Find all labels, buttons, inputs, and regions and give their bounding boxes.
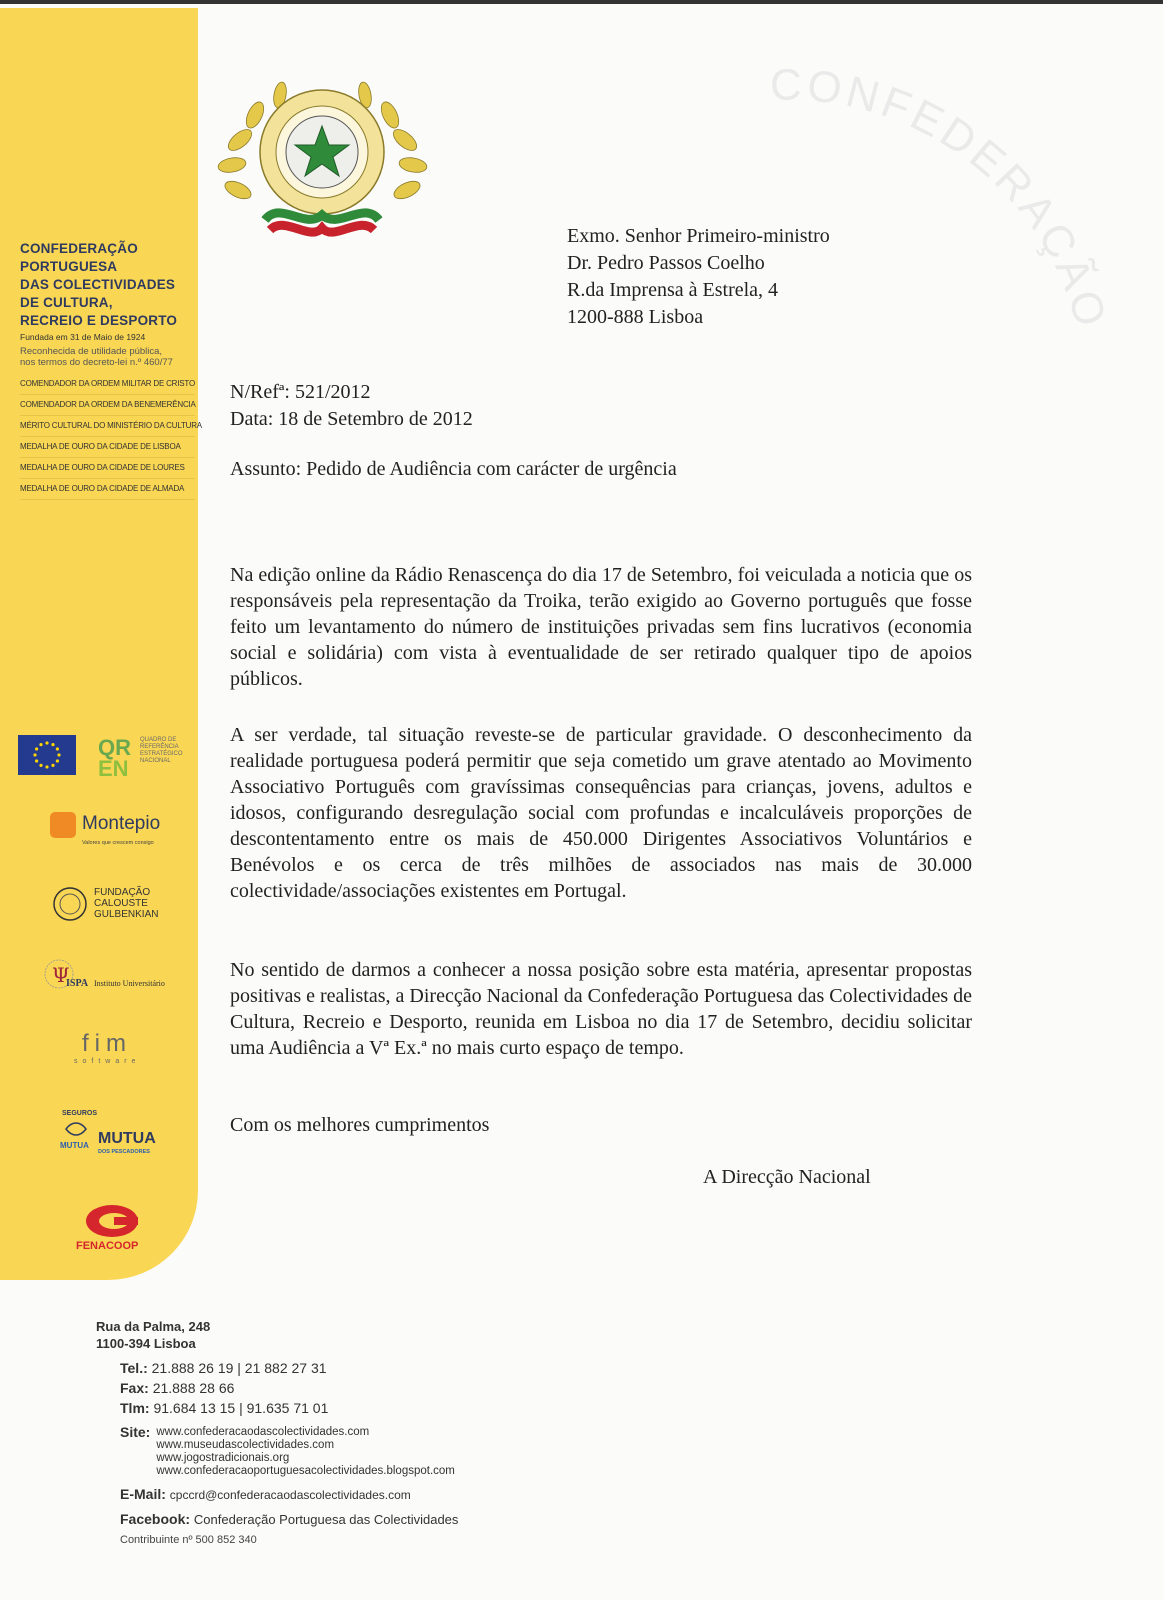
gulbenkian-logo: FUNDAÇÃO CALOUSTE GULBENKIAN [52, 886, 182, 926]
letter-subject: Assunto: Pedido de Audiência com carácter de urgência [230, 458, 677, 480]
honor-item: MÉRITO CULTURAL DO MINISTÉRIO DA CULTURA [20, 416, 195, 437]
svg-text:Ψ: Ψ [52, 963, 70, 987]
honor-item: COMENDADOR DA ORDEM DA BENEMERÊNCIA [20, 395, 195, 416]
top-border [0, 0, 1163, 4]
eu-star-icon [45, 765, 48, 768]
footer-street: Rua da Palma, 248 [96, 1319, 211, 1334]
eu-star-icon [57, 753, 60, 756]
qren-icon [98, 735, 140, 777]
svg-text:QR: QR [98, 735, 131, 760]
closing-line: Com os melhores cumprimentos [230, 1114, 490, 1136]
eu-star-icon [33, 753, 36, 756]
fenacoop-icon [84, 1204, 140, 1238]
eu-star-icon [56, 747, 59, 750]
eu-star-icon [45, 741, 48, 744]
org-name: CONFEDERAÇÃO PORTUGUESA DAS COLECTIVIDADES DE CULTURA, RECREIO E DESPORTO [20, 241, 178, 328]
eu-flag-logo [18, 735, 76, 775]
site-link[interactable]: www.confederacaodascolectividades.com [156, 1426, 370, 1438]
body-paragraph-1: Na edição online da Rádio Renascença do dia 17 de Setembro, foi veiculada a noticia que os responsáveis pela representação da Troika, terão exigido ao Governo português que fosse feito um levantamento do número de instituições privadas sem fins lucrativos (economia social e solidária) com vista à eventualidade de ser retirado qualquer tipo de apoios públicos. [230, 564, 972, 690]
eu-star-icon [51, 764, 54, 767]
confederation-emblem [210, 70, 435, 250]
eu-star-icon [35, 747, 38, 750]
footer-city: 1100-394 Lisboa [96, 1336, 196, 1351]
ispa-logo: Ψ ISPA Instituto Universitário [44, 958, 194, 992]
footer-nif: Contribuinte nº 500 852 340 [120, 1534, 257, 1546]
fim-software-logo: fim software [74, 1030, 141, 1065]
mutua-fish-icon [64, 1119, 88, 1139]
reference-block [230, 379, 473, 433]
montepio-logo: Montepio Valores que crescem consigo [50, 812, 190, 852]
svg-text:EN: EN [98, 756, 129, 777]
honor-item: MEDALHA DE OURO DA CIDADE DE ALMADA [20, 479, 195, 500]
honor-item: MEDALHA DE OURO DA CIDADE DE LOURES [20, 458, 195, 479]
gulbenkian-seal-icon [52, 886, 88, 922]
org-block [20, 240, 202, 500]
footer-tlm: Tlm: 91.684 13 15 | 91.635 71 01 [120, 1400, 329, 1416]
eu-star-icon [39, 764, 42, 767]
qren-logo [98, 735, 188, 777]
footer-fax: Fax: 21.888 28 66 [120, 1380, 235, 1396]
site-link[interactable]: www.confederacaoportuguesacolectividades.blogspot.com [156, 1465, 455, 1477]
montepio-icon [50, 812, 76, 838]
eu-star-icon [51, 743, 54, 746]
honor-item: COMENDADOR DA ORDEM MILITAR DE CRISTO [20, 374, 195, 395]
qren-text: QUADRO DE REFERÊNCIA ESTRATÉGICO NACIONAL [140, 737, 183, 764]
footer-email: E-Mail: cpccrd@confederacaodascolectividades.com [120, 1486, 411, 1502]
svg-text:CONFEDERAÇÃO: CONFEDERAÇÃO [769, 60, 1117, 336]
site-link[interactable]: www.museudascolectividades.com [156, 1439, 335, 1451]
footer-facebook: Facebook: Confederação Portuguesa das Colectividades [120, 1511, 459, 1527]
footer-tel: Tel.: 21.888 26 19 | 21 882 27 31 [120, 1360, 327, 1376]
letter-date: Data: 18 de Setembro de 2012 [230, 408, 473, 430]
org-founded: Fundada em 31 de Maio de 1924 [20, 332, 146, 342]
org-recognized: Reconhecida de utilidade pública, nos termos do decreto-lei n.º 460/77 [20, 346, 173, 368]
body-paragraph-3: No sentido de darmos a conhecer a nossa posição sobre esta matéria, apresentar propostas positivas e realistas, a Direcção Nacional da Confederação Portuguesa das Colectividades de Cultura, Recreio e Desporto, reunida em Lisboa no dia 17 de Setembro, decidiu solicitar uma Audiência a Vª Ex.ª no mais curto espaço de tempo. [230, 959, 972, 1059]
mutua-logo: SEGUROS MUTUA MUTUA DOS PESCADORES [60, 1110, 156, 1155]
eu-star-icon [35, 759, 38, 762]
footer-sites: Site: www.confederacaodascolectividades.com www.museudascolectividades.com www.jogostradicionais.org www.confederacaoportuguesacolectividades.blogspot.com [120, 1424, 455, 1477]
site-link[interactable]: www.jogostradicionais.org [156, 1452, 290, 1464]
email-link[interactable]: cpccrd@confederacaodascolectividades.com [169, 1488, 411, 1502]
reference-number: N/Refª: 521/2012 [230, 381, 371, 403]
recipient-address: Exmo. Senhor Primeiro-ministro Dr. Pedro Passos Coelho R.da Imprensa à Estrela, 4 1200-888 Lisboa [567, 225, 830, 328]
sidebar [0, 8, 198, 1280]
signoff: A Direcção Nacional [703, 1166, 871, 1188]
fenacoop-logo: FENACOOP [74, 1204, 154, 1254]
honors-list [20, 374, 202, 500]
eu-star-icon [56, 759, 59, 762]
honor-item: MEDALHA DE OURO DA CIDADE DE LISBOA [20, 437, 195, 458]
eu-star-icon [39, 743, 42, 746]
footer-contacts [96, 1318, 458, 1546]
body-paragraph-2: A ser verdade, tal situação reveste-se de particular gravidade. O desconhecimento da realidade portuguesa poderá permitir que seja cometido um grave atentado ao Movimento Associativo Português com gravíssimas consequências para crianças, jovens, adultos e idosos, configurando desregulação social com profundas e incalculáveis proporções de descontentamento entre os mais de 450.000 Dirigentes Associativos Voluntários e Benévolos e os cerca de três milhões de associados nas mais de 30.000 colectividade/associações existentes em Portugal. [230, 724, 972, 902]
